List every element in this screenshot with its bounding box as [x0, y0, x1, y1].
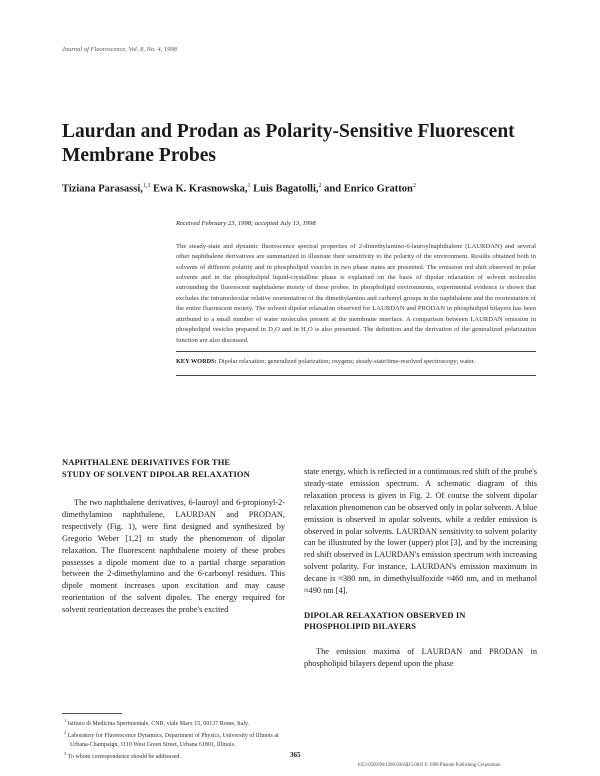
footnote-mark: 3: [64, 750, 67, 756]
right-column: [304, 466, 537, 670]
author-parasassi: Tiziana Parasassi,: [62, 183, 143, 195]
author-affiliation-mark: 2: [412, 183, 416, 189]
section-heading: [304, 610, 537, 633]
title-line-1: Laurdan and Prodan as Polarity-Sensitive Fluorescent: [62, 121, 515, 142]
journal-citation: Journal of Fluorescence, Vol. 8, No. 4, 1998: [62, 46, 177, 53]
section-heading: [62, 457, 285, 480]
footnote: [62, 729, 285, 750]
keywords-text: Dipolar relaxation; generalized polarization; oxygens; steady-state/time-resolved spectroscopy; water.: [216, 358, 476, 365]
body-paragraph: The emission maxima of LAURDAN and PRODAN in phospholipid bilayers depend upon the phase: [304, 646, 537, 668]
section-heading-line-2: PHOSPHOLIPID BILAYERS: [304, 621, 417, 632]
abstract: The steady-state and dynamic fluorescence spectral properties of 2-dimethylamino-6-lauroylnaphthalene (LAURDAN) and several other naphthalene derivatives are summarized to illustrate their sensitivity to the polarity of the environment. Results obtained both in solvents of different polarity and in phospholipid vesicles in two phase states are presented. The emission red shift observed in polar solvents and in the phospholipid liquid-crystalline phase is explained on the basis of dipolar relaxation of solvent molecules surrounding the fluorescent naphthalene moiety of these probes. In phospholipid environments, experimental evidence is shown that excludes the intramolecular relative reorientation of the dimethylamino and carbonyl groups in the naphthalene and the reorientation of the entire fluorescent moiety. The solvent dipolar relaxation observed for LAURDAN and PRODAN in phospholipid bilayers has been attributed to a small number of water molecules present at the membrane interface. A comparison between LAURDAN emission in phospholipid vesicles prepared in D₂O and in H₂O is also presented. The definition and the derivation of the generalized polarization function are also discussed.: [176, 242, 536, 344]
footnote-text: To whom correspondence should be addressed.: [67, 753, 181, 760]
author-affiliation-mark: 1,3: [142, 183, 151, 189]
footnote-text: Istituto di Medicina Sperimentale, CNR, viale Marx 15, 00137 Rome, Italy.: [67, 721, 250, 727]
author-krasnowska: Ewa K. Krasnowska,: [150, 183, 248, 195]
footnote-mark: 2: [64, 729, 67, 735]
article-title: [62, 120, 515, 168]
keywords-label: KEY WORDS:: [176, 358, 217, 365]
title-line-2: Membrane Probes: [62, 145, 216, 166]
body-paragraph: The two naphthalene derivatives, 6-lauroyl and 6-propionyl-2-dimethylamino naphthalene, LAURDAN and PRODAN, respectively (Fig. 1), were first designed and synthesized by Gregorio Weber [1,2] to study the phenomenon of dipolar relaxation. The fluorescent naphthalene moiety of these probes possesses a dipole moment due to a partial charge separation between the 2-dimethylamino and the 6-carbonyl residues. This dipole moment increases upon excitation and may cause reorientation of the solvent dipoles. The energy required for solvent reorientation decreases the probe's excited: [62, 498, 285, 615]
footnote-text: Laboratory for Fluorescence Dynamics, Department of Physics, University of Illinois at Urbana-Champaign, 1110 West Green Street, Urbana 61801, Illinois.: [67, 732, 279, 748]
author-gratton: and Enrico Gratton: [321, 183, 413, 195]
section-heading-line-2: STUDY OF SOLVENT DIPOLAR RELAXATION: [62, 468, 250, 479]
author-affiliation-mark: 2: [318, 183, 322, 189]
section-heading-line-1: NAPHTHALENE DERIVATIVES FOR THE: [62, 457, 231, 467]
author-affiliation-mark: 1: [247, 183, 251, 189]
footnote: [62, 717, 285, 729]
footnote: [62, 750, 285, 762]
received-date: Received February 23, 1998; accepted July 13, 1998: [176, 220, 316, 227]
footnotes: [62, 717, 285, 762]
body-paragraph: state energy, which is reflected in a continuous red shift of the probe's steady-state emission spectrum. A schematic diagram of this relaxation process is given in Fig. 2. Of course the solvent dipolar relaxation phenomenon can be observed only in polar solvents. A blue emission is observed in apolar solvents, while a redder emission is observed in polar solvents. LAURDAN sensitivity to solvent polarity can be illustrated by the lower (upper) plot [3], and by the increasing red shift observed in LAURDAN's emission spectrum with increasing solvent polarity. For instance, LAURDAN's emission maximum in decane is ≈380 nm, in dimethylsulfoxide ≈460 nm, and in methanol ≈490 nm [4].: [304, 467, 537, 596]
author-list: [62, 183, 416, 195]
copyright-line: 1053-0509/98/1200-0365$15.00/0 © 1998 Plenum Publishing Corporation: [357, 763, 501, 768]
keywords-rule-top: [176, 351, 536, 352]
page-number: 365: [290, 751, 301, 759]
footnote-mark: 1: [64, 718, 67, 723]
left-column: [62, 457, 285, 616]
author-bagatolli: Luis Bagatolli,: [250, 183, 319, 195]
section-heading-line-1: DIPOLAR RELAXATION OBSERVED IN: [304, 609, 466, 620]
keywords-rule-bottom: [176, 375, 536, 376]
keywords: [176, 358, 536, 365]
footnote-rule: [62, 713, 122, 714]
